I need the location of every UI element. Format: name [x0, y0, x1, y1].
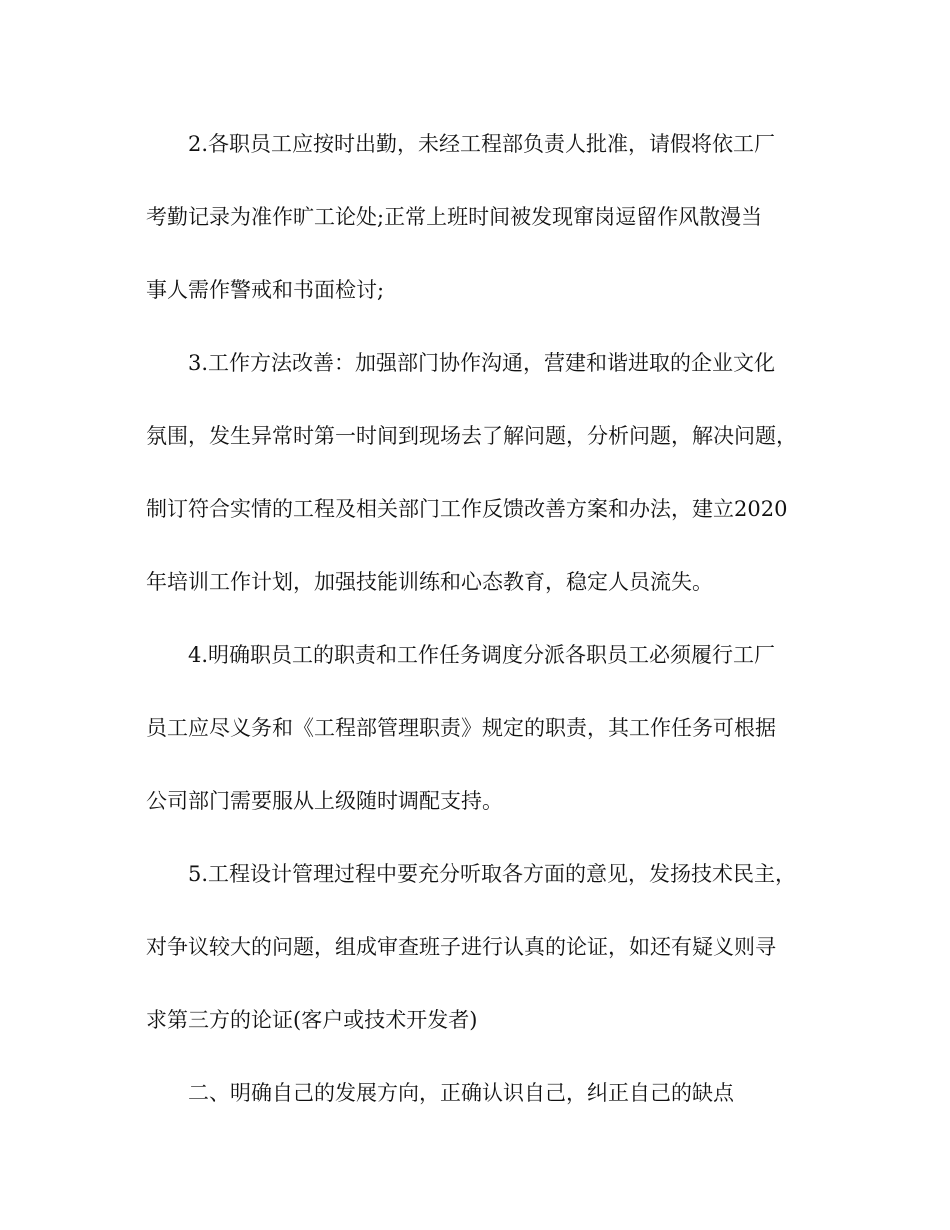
paragraph-4-line-1: 4.明确职员工的职责和工作任务调度分派各职员工必须履行工厂	[188, 643, 776, 667]
paragraph-4-line-3: 公司部门需要服从上级随时调配支持。	[146, 789, 503, 813]
section-heading-2: 二、明确自己的发展方向，正确认识自己，纠正自己的缺点	[188, 1081, 734, 1105]
paragraph-2-line-1: 2.各职员工应按时出勤，未经工程部负责人批准，请假将依工厂	[188, 132, 776, 156]
paragraph-2-line-3: 事人需作警戒和书面检讨;	[146, 278, 385, 302]
paragraph-3-line-2: 氛围，发生异常时第一时间到现场去了解问题，分析问题，解决问题，	[146, 424, 797, 448]
paragraph-3-line-3: 制订符合实情的工程及相关部门工作反馈改善方案和办法，建立2020	[146, 497, 788, 521]
paragraph-5-line-2: 对争议较大的问题，组成审查班子进行认真的论证，如还有疑义则寻	[146, 935, 776, 959]
paragraph-5-line-3: 求第三方的论证(客户或技术开发者)	[146, 1008, 478, 1032]
paragraph-5-line-1: 5.工程设计管理过程中要充分听取各方面的意见，发扬技术民主，	[188, 862, 797, 886]
paragraph-3-line-4: 年培训工作计划，加强技能训练和心态教育，稳定人员流失。	[146, 570, 713, 594]
paragraph-4-line-2: 员工应尽义务和《工程部管理职责》规定的职责，其工作任务可根据	[146, 716, 776, 740]
paragraph-3-line-1: 3.工作方法改善：加强部门协作沟通，营建和谐进取的企业文化	[188, 351, 776, 375]
paragraph-2-line-2: 考勤记录为准作旷工论处;正常上班时间被发现窜岗逗留作风散漫当	[146, 205, 763, 229]
